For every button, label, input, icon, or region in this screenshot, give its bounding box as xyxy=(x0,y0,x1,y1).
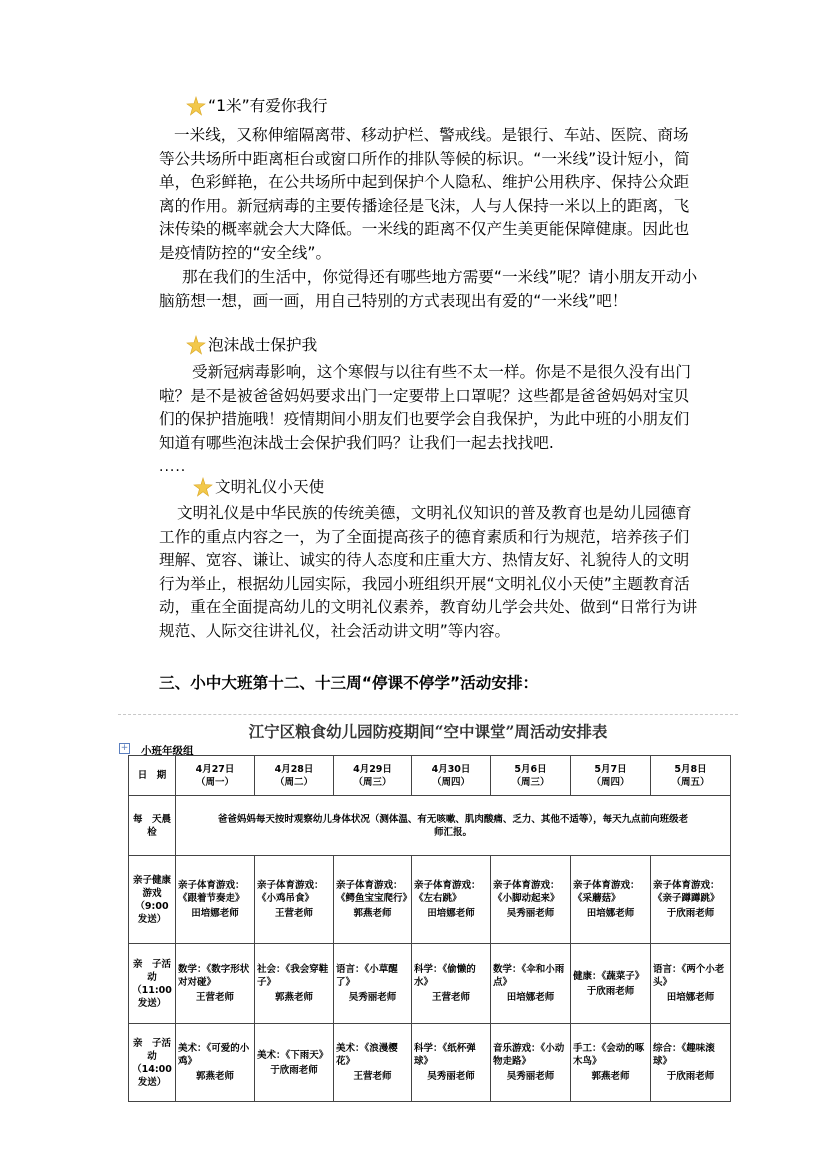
date-cell xyxy=(176,756,255,796)
schedule-table xyxy=(128,755,731,1102)
date-text: 5月8日 xyxy=(674,763,707,775)
activity-title: 亲子体育游戏：《左右跳》 xyxy=(414,880,481,904)
date-text: 4月29日 xyxy=(353,763,392,775)
activity-cell xyxy=(651,856,731,944)
weekday-text: （周四） xyxy=(591,776,630,788)
teacher-name: 田培娜老师 xyxy=(191,908,239,919)
paragraph: 一米线，又称伸缩隔离带、移动护栏、警戒线。是银行、车站、医院、商场等公共场所中距离柜台或窗口所作的排队等候的标识。“一米线”设计短小，简单，色彩鲜艳，在公共场所中起到保护个人隐私、维护公用秩序、保持公众距离的作用。新冠病毒的主要传播途径是飞沫，人与人保持一米以上的距离，飞沫传染的概率就会大大降低。一米线的距离不仅产生美更能保障健康。因此也是疫情防控的“安全线”。 xyxy=(159,126,690,262)
teacher-name: 郭燕老师 xyxy=(353,908,392,919)
schedule-section-title: 三、小中大班第十二、十三周“停课不停学”活动安排： xyxy=(159,674,539,692)
teacher-name: 王营老师 xyxy=(353,1071,392,1082)
activity-title: 数学：《数字形状对对碰》 xyxy=(178,964,250,988)
teacher-name: 吴秀丽老师 xyxy=(348,992,397,1003)
morning-check-cell: 爸爸妈妈每天按时观察幼儿身体状况（测体温、有无咳嗽、肌肉酸痛、乏力、其他不适等），每天九点前向班级老师汇报。 xyxy=(176,796,731,856)
teacher-name: 于欣雨老师 xyxy=(666,1071,715,1082)
activity-title: 科学：《纸杯弹球》 xyxy=(414,1043,476,1067)
activity-title: 亲子体育游戏：《跟着节奏走》 xyxy=(178,880,245,904)
activity-cell xyxy=(334,944,412,1024)
teacher-name: 郭燕老师 xyxy=(591,1071,630,1082)
activity-cell xyxy=(651,944,731,1024)
date-cell xyxy=(334,756,412,796)
heading-text: 泡沫战士保护我 xyxy=(208,336,318,354)
activity-title: 亲子体育游戏：《小脚动起来》 xyxy=(493,880,560,904)
section-heading-one-meter xyxy=(186,96,328,116)
teacher-name: 吴秀丽老师 xyxy=(506,908,555,919)
activity-cell xyxy=(255,944,334,1024)
sparkle-star-icon xyxy=(186,96,206,116)
divider xyxy=(118,714,738,715)
teacher-name: 于欣雨老师 xyxy=(270,1064,318,1076)
table-row-afternoon-activity xyxy=(129,1024,731,1102)
date-text: 5月6日 xyxy=(514,763,547,775)
ellipsis-dots: ..... xyxy=(159,459,187,475)
activity-title: 美术：《可爱的小鸡》 xyxy=(178,1043,250,1067)
teacher-name: 田培娜老师 xyxy=(506,992,555,1003)
row-label-cell: 每 天晨 检 xyxy=(129,796,176,856)
table-row-morning-activity xyxy=(129,944,731,1024)
weekday-text: （周二） xyxy=(274,776,313,788)
date-cell xyxy=(412,756,491,796)
activity-title: 科学：《偷懒的水》 xyxy=(414,964,476,988)
teacher-name: 王营老师 xyxy=(274,908,313,919)
row-label-cell: 亲子健康游戏（9:00发送） xyxy=(129,856,176,944)
date-header-cell: 日 期 xyxy=(129,756,176,796)
table-row-morning-check xyxy=(129,796,731,856)
activity-title: 健康：《蔬菜子》 xyxy=(573,970,645,982)
activity-cell xyxy=(571,1024,651,1102)
activity-title: 语言：《小草醒了》 xyxy=(336,964,398,988)
date-text: 4月30日 xyxy=(431,763,471,775)
activity-cell xyxy=(176,1024,255,1102)
activity-cell xyxy=(412,944,491,1024)
table-row-dates xyxy=(129,756,731,796)
weekday-text: （周四） xyxy=(431,776,470,788)
activity-cell xyxy=(571,856,651,944)
activity-cell xyxy=(571,944,651,1024)
activity-cell xyxy=(491,944,571,1024)
weekday-text: （周五） xyxy=(671,776,710,788)
activity-title: 综合：《趣味滚球》 xyxy=(653,1043,715,1067)
activity-cell xyxy=(491,1024,571,1102)
teacher-name: 王营老师 xyxy=(195,992,234,1003)
table-move-handle-icon[interactable]: + xyxy=(120,743,129,753)
teacher-name: 郭燕老师 xyxy=(274,992,313,1003)
activity-cell xyxy=(176,944,255,1024)
activity-title: 语言：《两个小老头》 xyxy=(653,964,725,988)
grade-group-label: 小班年级组 xyxy=(141,745,194,757)
teacher-name: 于欣雨老师 xyxy=(666,908,715,919)
activity-cell xyxy=(412,856,491,944)
activity-title: 亲子体育游戏：《小鸡吊食》 xyxy=(257,880,324,904)
activity-title: 手工：《会动的啄木鸟》 xyxy=(573,1043,645,1067)
teacher-name: 王营老师 xyxy=(431,992,470,1003)
date-text: 5月7日 xyxy=(594,763,627,775)
weekday-text: （周三） xyxy=(511,776,550,788)
activity-title: 美术：《浪漫樱花》 xyxy=(336,1043,398,1067)
activity-title: 音乐游戏：《小动物走路》 xyxy=(493,1043,565,1067)
schedule-table-title: 江宁区粮食幼儿园防疫期间“空中课堂”周活动安排表 xyxy=(248,722,608,741)
activity-cell xyxy=(651,1024,731,1102)
activity-cell xyxy=(334,856,412,944)
teacher-name: 吴秀丽老师 xyxy=(506,1071,555,1082)
activity-cell xyxy=(255,856,334,944)
date-cell xyxy=(651,756,731,796)
activity-cell xyxy=(412,1024,491,1102)
activity-cell xyxy=(176,856,255,944)
activity-cell xyxy=(334,1024,412,1102)
activity-title: 亲子体育游戏：《亲子蹲蹲跳》 xyxy=(653,880,720,904)
date-cell xyxy=(255,756,334,796)
section-heading-etiquette xyxy=(193,477,324,497)
activity-title: 美术：《下雨天》 xyxy=(257,1049,329,1061)
teacher-name: 郭燕老师 xyxy=(195,1071,234,1082)
activity-title: 亲子体育游戏：《采蘑菇》 xyxy=(573,880,640,904)
heading-text: “1米”有爱你我行 xyxy=(208,97,328,115)
paragraph: 那在我们的生活中，你觉得还有哪些地方需要“一米线”呢？请小朋友开动小脑筋想一想，画一画，用自己特别的方式表现出有爱的“一米线”吧！ xyxy=(159,268,698,310)
activity-title: 亲子体育游戏：《鳄鱼宝宝爬行》 xyxy=(336,880,413,904)
activity-cell xyxy=(255,1024,334,1102)
section-heading-foam-warrior xyxy=(186,335,317,355)
date-cell xyxy=(491,756,571,796)
activity-title: 社会：《我会穿鞋子》 xyxy=(257,964,329,988)
teacher-name: 田培娜老师 xyxy=(666,992,715,1003)
activity-title: 数学：《伞和小雨点》 xyxy=(493,964,565,988)
date-cell xyxy=(571,756,651,796)
sparkle-star-icon xyxy=(193,477,213,497)
teacher-name: 吴秀丽老师 xyxy=(427,1071,475,1082)
weekday-text: （周一） xyxy=(195,776,234,788)
sparkle-star-icon xyxy=(186,335,206,355)
date-text: 4月27日 xyxy=(195,763,235,775)
heading-text: 文明礼仪小天使 xyxy=(215,478,325,496)
paragraph: 受新冠病毒影响，这个寒假与以往有些不太一样。你是不是很久没有出门啦？是不是被爸爸妈妈要求出门一定要带上口罩呢？这些都是爸爸妈妈对宝贝们的保护措施哦！疫情期间小朋友们也要学会自我保护，为此中班的小朋友们知道有哪些泡沫战士会保护我们吗？让我们一起去找找吧. xyxy=(159,363,692,452)
teacher-name: 田培娜老师 xyxy=(427,908,475,919)
row-label-cell: 亲 子活 动（11:00发送） xyxy=(129,944,176,1024)
teacher-name: 于欣雨老师 xyxy=(586,985,635,997)
teacher-name: 田培娜老师 xyxy=(586,908,635,919)
activity-cell xyxy=(491,856,571,944)
paragraph: 文明礼仪是中华民族的传统美德，文明礼仪知识的普及教育也是幼儿园德育工作的重点内容之一，为了全面提高孩子的德育素质和行为规范，培养孩子们理解、宽容、谦让、诚实的待人态度和庄重大方、热情友好、礼貌待人的文明行为举止，根据幼儿园实际，我园小班组织开展“文明礼仪小天使”主题教育活动，重在全面提高幼儿的文明礼仪素养，教育幼儿学会共处、做到“日常行为讲规范、人际交往讲礼仪，社会活动讲文明”等内容。 xyxy=(159,504,698,640)
row-label-cell: 亲 子活 动（14:00发送） xyxy=(129,1024,176,1102)
date-text: 4月28日 xyxy=(274,763,314,775)
table-row-health-games xyxy=(129,856,731,944)
weekday-text: （周三） xyxy=(353,776,392,788)
